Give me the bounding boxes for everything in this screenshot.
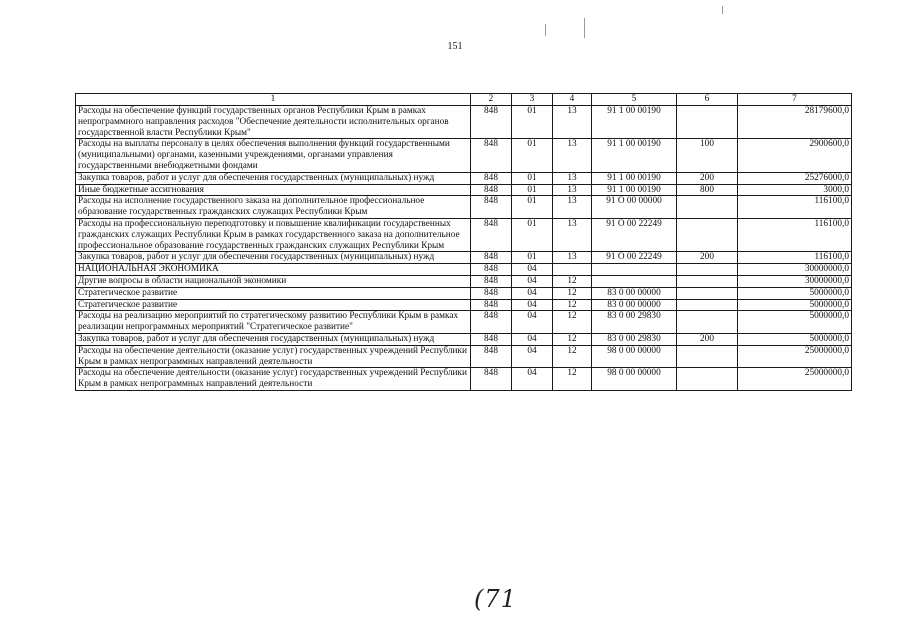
row-code: 100	[677, 139, 738, 172]
row-code: 12	[553, 333, 592, 345]
row-code: 848	[471, 368, 512, 391]
row-code: 91 1 00 00190	[592, 139, 677, 172]
row-code: 91 1 00 00190	[592, 184, 677, 196]
row-description: Расходы на исполнение государственного заказа на дополнительное профессиональное образование государственных гражданских служащих Республики Крым	[76, 196, 471, 219]
row-amount: 2900600,0	[738, 139, 852, 172]
column-header: 3	[512, 94, 553, 106]
row-code: 848	[471, 184, 512, 196]
row-code: 98 0 00 00000	[592, 368, 677, 391]
row-code: 848	[471, 218, 512, 251]
row-code: 13	[553, 218, 592, 251]
scan-mark	[722, 6, 723, 14]
table-row	[76, 184, 852, 196]
table-row	[76, 172, 852, 184]
row-code: 848	[471, 287, 512, 299]
row-code: 91 О 00 22249	[592, 252, 677, 264]
budget-table-container	[75, 93, 851, 391]
row-code: 04	[512, 264, 553, 276]
row-code: 848	[471, 172, 512, 184]
table-row	[76, 196, 852, 219]
row-code: 13	[553, 184, 592, 196]
row-code	[592, 264, 677, 276]
row-amount: 30000000,0	[738, 264, 852, 276]
row-code	[677, 218, 738, 251]
table-row	[76, 345, 852, 368]
row-code: 13	[553, 196, 592, 219]
table-row	[76, 252, 852, 264]
table-row	[76, 287, 852, 299]
row-code: 848	[471, 139, 512, 172]
row-code	[592, 275, 677, 287]
row-code: 12	[553, 287, 592, 299]
row-code: 12	[553, 311, 592, 334]
row-amount: 116100,0	[738, 218, 852, 251]
row-code: 83 0 00 29830	[592, 333, 677, 345]
table-row	[76, 139, 852, 172]
row-code: 04	[512, 311, 553, 334]
table-row	[76, 275, 852, 287]
table-row	[76, 333, 852, 345]
row-code	[677, 368, 738, 391]
row-code: 04	[512, 299, 553, 311]
row-description: Стратегическое развитие	[76, 299, 471, 311]
scan-mark	[545, 24, 546, 36]
page-number: 151	[447, 41, 463, 52]
row-description: Закупка товаров, работ и услуг для обеспечения государственных (муниципальных) нужд	[76, 333, 471, 345]
row-amount: 5000000,0	[738, 311, 852, 334]
row-code: 13	[553, 172, 592, 184]
row-code: 200	[677, 252, 738, 264]
table-row	[76, 106, 852, 139]
table-body	[76, 106, 852, 391]
column-header: 2	[471, 94, 512, 106]
row-code: 01	[512, 218, 553, 251]
row-amount: 116100,0	[738, 252, 852, 264]
handwritten-mark: (71	[474, 585, 517, 613]
row-code: 04	[512, 333, 553, 345]
row-code	[677, 196, 738, 219]
row-code: 848	[471, 275, 512, 287]
table-row	[76, 311, 852, 334]
row-code: 800	[677, 184, 738, 196]
table-row	[76, 368, 852, 391]
row-amount: 30000000,0	[738, 275, 852, 287]
row-description: Расходы на реализацию мероприятий по стратегическому развитию Республики Крым в рамках реализации непрограммных мероприятий "Стратегическое развитие"	[76, 311, 471, 334]
column-header: 4	[553, 94, 592, 106]
table-row	[76, 264, 852, 276]
row-code: 91 1 00 00190	[592, 106, 677, 139]
row-code	[677, 287, 738, 299]
row-code: 13	[553, 139, 592, 172]
row-code: 04	[512, 368, 553, 391]
row-code	[677, 311, 738, 334]
row-code: 12	[553, 345, 592, 368]
row-code: 848	[471, 252, 512, 264]
row-description: Стратегическое развитие	[76, 287, 471, 299]
row-amount: 25000000,0	[738, 345, 852, 368]
column-header: 7	[738, 94, 852, 106]
row-description: Расходы на выплаты персоналу в целях обеспечения выполнения функций государственными (муниципальными) органами, казенными учреждениями, органами управления государственными внебюджетными фондами	[76, 139, 471, 172]
row-description: Расходы на обеспечение деятельности (оказание услуг) государственных учреждений Республики Крым в рамках непрограммных направлений деятельности	[76, 345, 471, 368]
row-code: 12	[553, 368, 592, 391]
row-description: Расходы на обеспечение деятельности (оказание услуг) государственных учреждений Республики Крым в рамках непрограммных направлений деятельности	[76, 368, 471, 391]
row-code: 200	[677, 333, 738, 345]
row-description: Другие вопросы в области национальной экономики	[76, 275, 471, 287]
row-description: Иные бюджетные ассигнования	[76, 184, 471, 196]
table-row	[76, 299, 852, 311]
row-amount: 5000000,0	[738, 333, 852, 345]
row-amount: 3000,0	[738, 184, 852, 196]
table-header-row	[76, 94, 852, 106]
row-amount: 28179600,0	[738, 106, 852, 139]
column-header: 1	[76, 94, 471, 106]
row-code: 848	[471, 106, 512, 139]
row-code	[677, 299, 738, 311]
row-amount: 5000000,0	[738, 287, 852, 299]
row-code: 83 0 00 00000	[592, 287, 677, 299]
row-code	[553, 264, 592, 276]
row-code: 01	[512, 106, 553, 139]
row-code: 98 0 00 00000	[592, 345, 677, 368]
row-code	[677, 106, 738, 139]
row-code: 12	[553, 275, 592, 287]
row-code: 01	[512, 139, 553, 172]
row-code	[677, 264, 738, 276]
row-code: 01	[512, 184, 553, 196]
row-code: 01	[512, 252, 553, 264]
row-amount: 5000000,0	[738, 299, 852, 311]
row-code: 848	[471, 196, 512, 219]
row-code: 83 0 00 00000	[592, 299, 677, 311]
row-code: 848	[471, 311, 512, 334]
row-amount: 25276000,0	[738, 172, 852, 184]
row-code	[677, 275, 738, 287]
row-code: 200	[677, 172, 738, 184]
row-code: 04	[512, 345, 553, 368]
budget-table	[75, 93, 852, 391]
row-code: 91 1 00 00190	[592, 172, 677, 184]
row-code	[677, 345, 738, 368]
row-amount: 116100,0	[738, 196, 852, 219]
row-amount: 25000000,0	[738, 368, 852, 391]
row-code: 848	[471, 333, 512, 345]
row-code: 13	[553, 106, 592, 139]
table-row	[76, 218, 852, 251]
row-description: Закупка товаров, работ и услуг для обеспечения государственных (муниципальных) нужд	[76, 172, 471, 184]
row-description: НАЦИОНАЛЬНАЯ ЭКОНОМИКА	[76, 264, 471, 276]
scan-mark	[584, 18, 585, 38]
row-description: Расходы на обеспечение функций государственных органов Республики Крым в рамках непрограммного направления расходов "Обеспечение деятельности исполнительных органов государственной власти Республики Крым"	[76, 106, 471, 139]
row-code: 848	[471, 345, 512, 368]
row-description: Расходы на профессиональную переподготовку и повышение квалификации государственных гражданских служащих Республики Крым в рамках государственного заказа на дополнительное профессиональное образование государственных гражданских служащих Республики Крым	[76, 218, 471, 251]
column-header: 5	[592, 94, 677, 106]
row-code: 13	[553, 252, 592, 264]
row-code: 848	[471, 299, 512, 311]
row-code: 91 О 00 00000	[592, 196, 677, 219]
row-code: 848	[471, 264, 512, 276]
row-code: 04	[512, 287, 553, 299]
row-code: 83 0 00 29830	[592, 311, 677, 334]
row-code: 91 О 00 22249	[592, 218, 677, 251]
row-code: 04	[512, 275, 553, 287]
row-code: 12	[553, 299, 592, 311]
row-description: Закупка товаров, работ и услуг для обеспечения государственных (муниципальных) нужд	[76, 252, 471, 264]
row-code: 01	[512, 172, 553, 184]
column-header: 6	[677, 94, 738, 106]
row-code: 01	[512, 196, 553, 219]
